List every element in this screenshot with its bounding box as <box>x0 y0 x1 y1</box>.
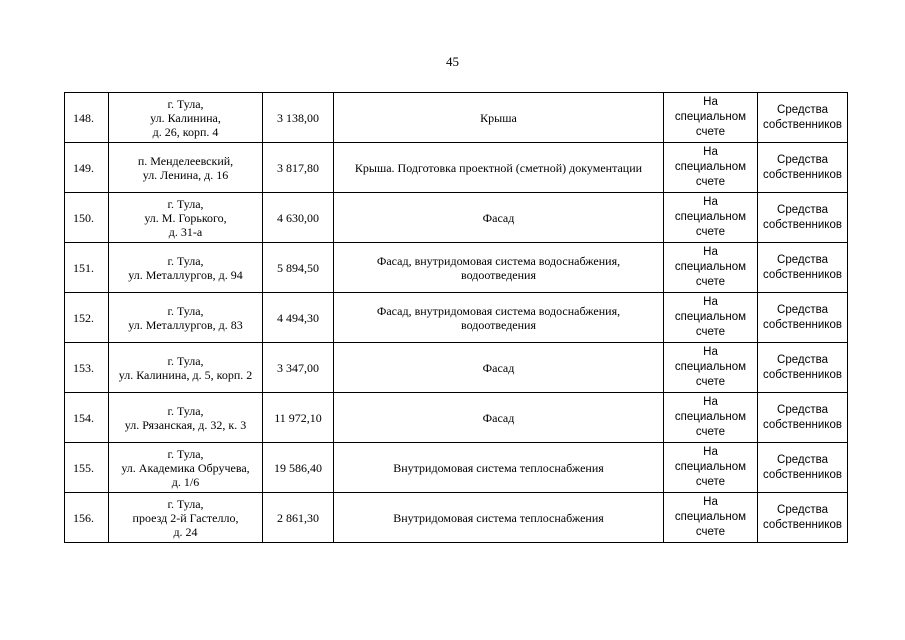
work-type-cell: Крыша. Подготовка проектной (сметной) документации <box>334 143 664 193</box>
account-cell: На специальном счете <box>664 293 758 343</box>
work-type-cell: Крыша <box>334 93 664 143</box>
address-cell: г. Тула, ул. Металлургов, д. 94 <box>109 243 263 293</box>
account-cell: На специальном счете <box>664 93 758 143</box>
funding-source-cell: Средства собственников <box>758 143 848 193</box>
address-cell: г. Тула, ул. Калинина, д. 26, корп. 4 <box>109 93 263 143</box>
account-cell: На специальном счете <box>664 393 758 443</box>
table-row <box>65 493 848 543</box>
account-cell: На специальном счете <box>664 243 758 293</box>
table-row <box>65 343 848 393</box>
funding-source-cell: Средства собственников <box>758 443 848 493</box>
area-cell: 19 586,40 <box>263 443 334 493</box>
account-cell: На специальном счете <box>664 443 758 493</box>
work-type-cell: Внутридомовая система теплоснабжения <box>334 443 664 493</box>
row-number: 153. <box>65 343 109 393</box>
work-type-cell: Фасад <box>334 343 664 393</box>
address-cell: г. Тула, ул. М. Горького, д. 31-а <box>109 193 263 243</box>
address-cell: п. Менделеевский, ул. Ленина, д. 16 <box>109 143 263 193</box>
account-cell: На специальном счете <box>664 143 758 193</box>
row-number: 148. <box>65 93 109 143</box>
table-row <box>65 193 848 243</box>
page-number: 45 <box>446 54 459 69</box>
funding-source-cell: Средства собственников <box>758 193 848 243</box>
row-number: 154. <box>65 393 109 443</box>
funding-source-cell: Средства собственников <box>758 343 848 393</box>
funding-source-cell: Средства собственников <box>758 243 848 293</box>
address-cell: г. Тула, ул. Калинина, д. 5, корп. 2 <box>109 343 263 393</box>
area-cell: 4 494,30 <box>263 293 334 343</box>
area-cell: 3 817,80 <box>263 143 334 193</box>
table-row <box>65 443 848 493</box>
table-row <box>65 393 848 443</box>
row-number: 150. <box>65 193 109 243</box>
row-number: 152. <box>65 293 109 343</box>
funding-source-cell: Средства собственников <box>758 293 848 343</box>
area-cell: 11 972,10 <box>263 393 334 443</box>
account-cell: На специальном счете <box>664 493 758 543</box>
area-cell: 3 347,00 <box>263 343 334 393</box>
funding-source-cell: Средства собственников <box>758 393 848 443</box>
table-row <box>65 293 848 343</box>
row-number: 151. <box>65 243 109 293</box>
table-row <box>65 243 848 293</box>
work-type-cell: Фасад, внутридомовая система водоснабжения, водоотведения <box>334 293 664 343</box>
funding-source-cell: Средства собственников <box>758 93 848 143</box>
funding-source-cell: Средства собственников <box>758 493 848 543</box>
row-number: 156. <box>65 493 109 543</box>
area-cell: 5 894,50 <box>263 243 334 293</box>
table-row <box>65 143 848 193</box>
area-cell: 2 861,30 <box>263 493 334 543</box>
works-table <box>64 92 848 543</box>
area-cell: 3 138,00 <box>263 93 334 143</box>
area-cell: 4 630,00 <box>263 193 334 243</box>
address-cell: г. Тула, ул. Металлургов, д. 83 <box>109 293 263 343</box>
work-type-cell: Фасад, внутридомовая система водоснабжения, водоотведения <box>334 243 664 293</box>
work-type-cell: Внутридомовая система теплоснабжения <box>334 493 664 543</box>
address-cell: г. Тула, ул. Рязанская, д. 32, к. 3 <box>109 393 263 443</box>
account-cell: На специальном счете <box>664 343 758 393</box>
row-number: 149. <box>65 143 109 193</box>
work-type-cell: Фасад <box>334 193 664 243</box>
address-cell: г. Тула, проезд 2-й Гастелло, д. 24 <box>109 493 263 543</box>
work-type-cell: Фасад <box>334 393 664 443</box>
row-number: 155. <box>65 443 109 493</box>
account-cell: На специальном счете <box>664 193 758 243</box>
table-row <box>65 93 848 143</box>
address-cell: г. Тула, ул. Академика Обручева, д. 1/6 <box>109 443 263 493</box>
